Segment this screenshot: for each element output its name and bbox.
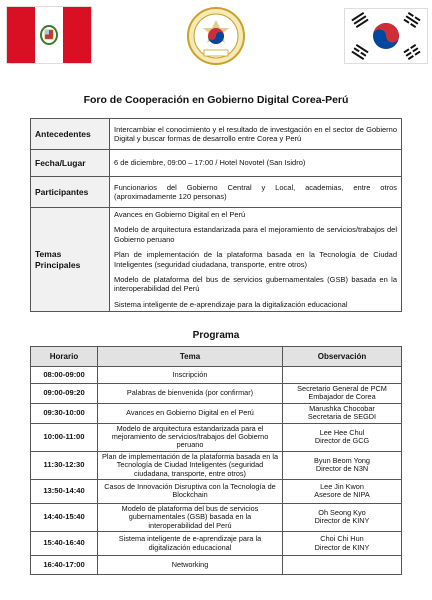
tema-item: Modelo de arquitectura estandarizada para el mejoramiento de servicios/trabajos del Gobierno peruano bbox=[114, 225, 397, 244]
obs-cell: Oh Seong Kyo Director de KINY bbox=[283, 503, 402, 531]
time-cell: 14:40-15:40 bbox=[31, 503, 98, 531]
info-label: Participantes bbox=[31, 177, 110, 208]
column-header-horario: Horario bbox=[31, 347, 98, 367]
tema-cell: Plan de implementación de la plataforma basada en la Tecnología de Ciudad Inteligentes (seguridad ciudadana, transporte, entre otros) bbox=[98, 451, 283, 479]
tema-cell: Avances en Gobierno Digital en el Perú bbox=[98, 403, 283, 423]
table-row bbox=[31, 532, 402, 556]
table-row bbox=[31, 503, 402, 531]
obs-cell bbox=[283, 367, 402, 384]
obs-cell: Secretario General de PCM Embajador de Corea bbox=[283, 384, 402, 404]
peru-flag-icon bbox=[6, 6, 92, 64]
column-header-observacion: Observación bbox=[283, 347, 402, 367]
time-cell: 09:00-09:20 bbox=[31, 384, 98, 404]
program-title: Programa bbox=[192, 330, 240, 341]
page-title: Foro de Cooperación en Gobierno Digital Corea-Perú bbox=[83, 94, 349, 106]
obs-cell: Byun Beom Yong Director de N3N bbox=[283, 451, 402, 479]
info-row-antecedentes bbox=[31, 119, 402, 150]
table-row bbox=[31, 479, 402, 503]
program-table bbox=[30, 346, 402, 575]
time-cell: 11:30-12:30 bbox=[31, 451, 98, 479]
info-label: Temas Principales bbox=[31, 208, 110, 312]
obs-cell: Marushka Chocobar Secretaria de SEGDI bbox=[283, 403, 402, 423]
tema-cell: Networking bbox=[98, 556, 283, 575]
table-row bbox=[31, 451, 402, 479]
table-row bbox=[31, 556, 402, 575]
table-row bbox=[31, 384, 402, 404]
table-row bbox=[31, 403, 402, 423]
header bbox=[0, 0, 432, 66]
time-cell: 08:00-09:00 bbox=[31, 367, 98, 384]
info-value: 6 de diciembre, 09:00 – 17:00 / Hotel Novotel (San Isidro) bbox=[110, 150, 402, 177]
obs-cell: Choi Chi Hun Director de KINY bbox=[283, 532, 402, 556]
tema-cell: Sistema inteligente de e-aprendizaje para la digitalización educacional bbox=[98, 532, 283, 556]
time-cell: 13:50-14:40 bbox=[31, 479, 98, 503]
tema-item: Modelo de plataforma del bus de servicios gubernamentales (GSB) basada en la interoperabilidad del Perú bbox=[114, 274, 397, 294]
info-value: Funcionarios del Gobierno Central y Local, academias, entre otros (aproximadamente 120 personas) bbox=[110, 177, 402, 208]
info-value: Intercambiar el conocimiento y el resultado de investgación en el sector de Gobierno Digital y buscar formas de desarrollo entre Corea y Perú bbox=[110, 119, 402, 150]
tema-cell: Modelo de plataforma del bus de servicios gubernamentales (GSB) basada en la interoperabilidad del Perú bbox=[98, 503, 283, 531]
time-cell: 15:40-16:40 bbox=[31, 532, 98, 556]
tema-item: Avances en Gobierno Digital en el Perú bbox=[114, 210, 246, 219]
temas-list bbox=[110, 208, 402, 312]
time-cell: 09:30-10:00 bbox=[31, 403, 98, 423]
info-table bbox=[30, 118, 402, 312]
info-label: Fecha/Lugar bbox=[31, 150, 110, 177]
time-cell: 10:00-11:00 bbox=[31, 423, 98, 451]
obs-cell bbox=[283, 556, 402, 575]
tema-cell: Palabras de bienvenida (por confirmar) bbox=[98, 384, 283, 404]
obs-cell: Lee Hee Chul Director de GCG bbox=[283, 423, 402, 451]
info-row-participantes bbox=[31, 177, 402, 208]
program-header-row bbox=[31, 347, 402, 367]
tema-cell: Modelo de arquitectura estandarizada para el mejoramiento de servicios/trabajos del Gobierno peruano bbox=[98, 423, 283, 451]
tema-cell: Casos de Innovación Disruptiva con la Tecnología de Blockchain bbox=[98, 479, 283, 503]
tema-item: Sistema inteligente de e-aprendizaje para la digitalización educacional bbox=[114, 299, 348, 309]
korea-flag-icon bbox=[344, 8, 428, 64]
tema-cell: Inscripción bbox=[98, 367, 283, 384]
table-row bbox=[31, 367, 402, 384]
korea-government-seal-icon bbox=[186, 6, 246, 66]
tema-item: Plan de implementación de la plataforma basada en la Tecnología de Ciudad Inteligentes (seguridad ciudadana, transporte, entre otros) bbox=[114, 250, 397, 269]
info-row-temas bbox=[31, 208, 402, 312]
time-cell: 16:40-17:00 bbox=[31, 556, 98, 575]
obs-cell: Lee Jin Kwon Asesore de NIPA bbox=[283, 479, 402, 503]
table-row bbox=[31, 423, 402, 451]
info-row-fecha bbox=[31, 150, 402, 177]
column-header-tema: Tema bbox=[98, 347, 283, 367]
info-label: Antecedentes bbox=[31, 119, 110, 150]
